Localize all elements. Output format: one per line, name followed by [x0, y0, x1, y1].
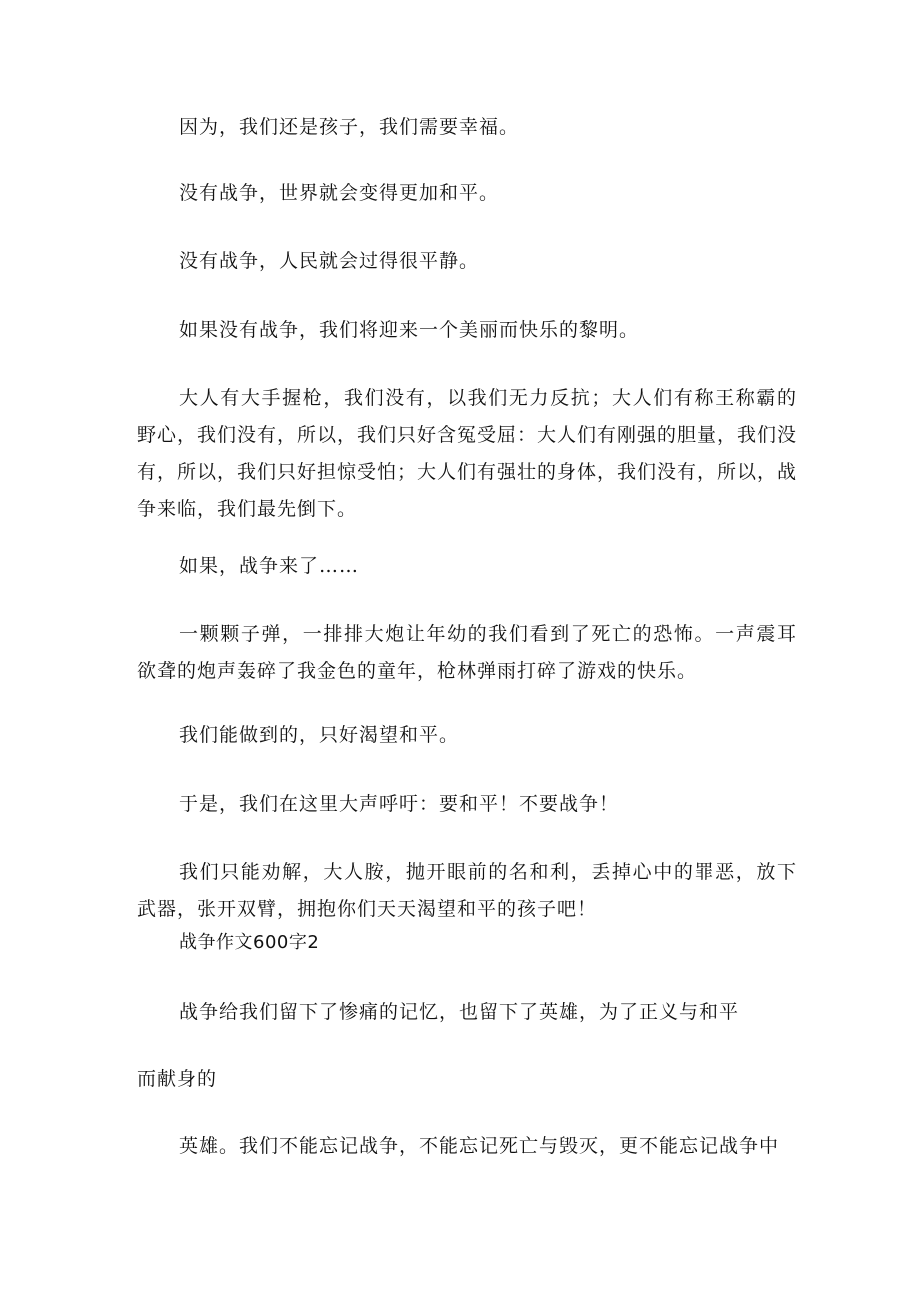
paragraph: 战争给我们留下了惨痛的记忆，也留下了英雄，为了正义与和平: [179, 1001, 740, 1023]
paragraph: 一颗颗子弹，一排排大炮让年幼的我们看到了死亡的恐怖。一声震耳欲聋的炮声轰碎了我金色的童年，枪林弹雨打碎了游戏的快乐。: [137, 623, 797, 682]
section-heading: 战争作文600字2: [179, 932, 320, 953]
paragraph: 没有战争，世界就会变得更加和平。: [179, 182, 500, 204]
paragraph: 而献身的: [137, 1068, 218, 1090]
paragraph: 我们能做到的，只好渴望和平。: [179, 724, 460, 746]
paragraph: 英雄。我们不能忘记战争，不能忘记死亡与毁灭，更不能忘记战争中: [179, 1135, 780, 1157]
paragraph: 如果没有战争，我们将迎来一个美丽而快乐的黎明。: [179, 319, 640, 341]
paragraph: 大人有大手握枪，我们没有，以我们无力反抗；大人们有称王称霸的野心，我们没有，所以，我们只好含冤受屈：大人们有刚强的胆量，我们没有，所以，我们只好担惊受怕；大人们有强壮的身体，我们没有，所以，战争来临，我们最先倒下。: [137, 387, 798, 520]
paragraph: 因为，我们还是孩子，我们需要幸福。: [179, 116, 520, 138]
paragraph: 没有战争，人民就会过得很平静。: [179, 250, 480, 272]
paragraph: 我们只能劝解，大人胺，抛开眼前的名和利，丢掉心中的罪恶，放下武器，张开双臂，拥抱你们天天渴望和平的孩子吧！: [137, 861, 797, 920]
paragraph: 于是，我们在这里大声呼吁：要和平！不要战争！: [179, 793, 620, 815]
paragraph: 如果，战争来了……: [179, 555, 360, 577]
